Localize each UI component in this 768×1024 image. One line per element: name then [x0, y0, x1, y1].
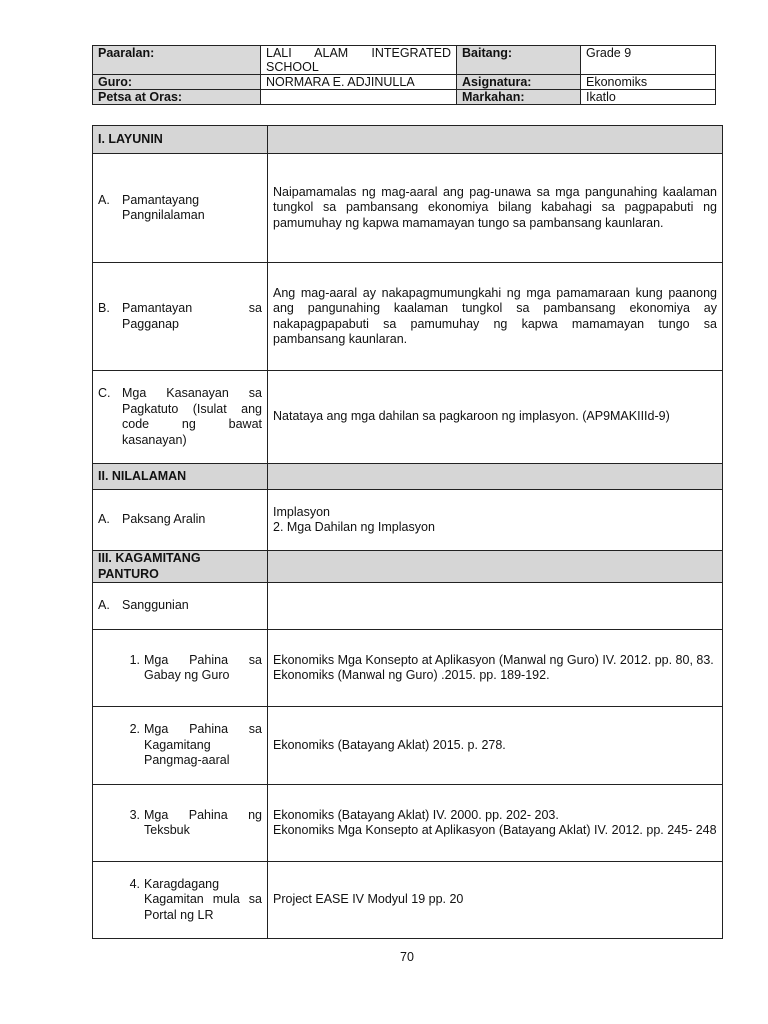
row-content: Implasyon 2. Mga Dahilan ng Implasyon — [268, 490, 723, 551]
section-title-layunin: I. LAYUNIN — [93, 126, 268, 154]
row-content: Ekonomiks (Batayang Aklat) IV. 2000. pp. 202- 203. Ekonomiks Mga Konsepto at Aplikasyon (Batayang Aklat) IV. 2012. pp. 245- 248 — [268, 785, 723, 862]
item-marker: A. — [98, 512, 110, 527]
row-label-cell — [93, 630, 268, 707]
header-row-date — [93, 90, 716, 105]
row-content: Ekonomiks (Batayang Aklat) 2015. p. 278. — [268, 707, 723, 785]
row-teksbuk — [93, 785, 723, 862]
subject-label: Asignatura: — [457, 75, 581, 90]
page-number: 70 — [400, 950, 414, 964]
item-label: Karagdagang Kagamitan mula sa Portal ng LR — [144, 876, 262, 922]
item-marker: B. — [98, 301, 110, 315]
item-marker: A. — [98, 192, 110, 207]
row-label-cell — [93, 154, 268, 263]
item-marker: 2. — [129, 722, 140, 737]
grade-value: Grade 9 — [581, 46, 716, 75]
item-label: Mga Kasanayan sa Pagkatuto (Isulat ang code ng bawat kasanayan) — [122, 386, 262, 447]
section-kagamitan-header — [93, 551, 723, 583]
row-content: Natataya ang mga dahilan sa pagkaroon ng implasyon. (AP9MAKIIId-9) — [268, 371, 723, 464]
section-title-kagamitan: III. KAGAMITANG PANTURO — [93, 551, 268, 583]
teacher-label: Guro: — [93, 75, 261, 90]
row-pamantayang-pangnilalaman — [93, 154, 723, 263]
teacher-value: NORMARA E. ADJINULLA — [261, 75, 457, 90]
row-label-cell — [93, 707, 268, 785]
row-content: Ang mag-aaral ay nakapagmumungkahi ng mga pamamaraan kung paanong ang pangunahing kaalaman tungkol sa pambansang ekonomiya ay nakapagpapabuti sa pamumuhay ng kapwa mamamayan tungo sa pambansang kaunlaran. — [268, 263, 723, 371]
school-value: LALI ALAM INTEGRATED SCHOOL — [261, 46, 457, 75]
row-portal-ng-lr — [93, 862, 723, 939]
row-content: Ekonomiks Mga Konsepto at Aplikasyon (Manwal ng Guro) IV. 2012. pp. 80, 83. Ekonomiks (Manwal ng Guro) .2015. pp. 189-192. — [268, 630, 723, 707]
header-info-table — [92, 45, 716, 105]
row-label-cell — [93, 263, 268, 371]
row-label-cell — [93, 371, 268, 464]
item-label: Sanggunian — [122, 598, 189, 613]
date-value — [261, 90, 457, 105]
section-header-blank — [268, 126, 723, 154]
quarter-label: Markahan: — [457, 90, 581, 105]
item-marker: 1. — [129, 652, 140, 667]
row-paksang-aralin — [93, 490, 723, 551]
row-sanggunian — [93, 583, 723, 630]
item-label: Paksang Aralin — [122, 512, 206, 527]
date-label: Petsa at Oras: — [93, 90, 261, 105]
section-header-blank — [268, 464, 723, 490]
section-header-blank — [268, 551, 723, 583]
item-label: Pamantayan sa Pagganap — [122, 301, 262, 331]
row-content: Project EASE IV Modyul 19 pp. 20 — [268, 862, 723, 939]
row-kagamitang-pangmag-aaral — [93, 707, 723, 785]
item-marker: A. — [98, 598, 110, 613]
section-nilalaman-header — [93, 464, 723, 490]
row-pamantayan-sa-pagganap — [93, 263, 723, 371]
row-mga-kasanayan — [93, 371, 723, 464]
row-content: Naipamamalas ng mag-aaral ang pag-unawa sa mga pangunahing kaalaman tungkol sa pambansang ekonomiya bilang kabahagi sa pagpapabuti ng pamumuhay ng kapwa mamamayan tungo sa pambansang kaunlaran. — [268, 154, 723, 263]
section-layunin-header — [93, 126, 723, 154]
section-title-nilalaman: II. NILALAMAN — [93, 464, 268, 490]
item-label: Mga Pahina sa Kagamitang Pangmag-aaral — [144, 722, 262, 768]
grade-label: Baitang: — [457, 46, 581, 75]
item-marker: C. — [98, 386, 111, 400]
item-label: Mga Pahina sa Gabay ng Guro — [144, 652, 262, 682]
item-marker: 4. — [129, 876, 140, 891]
item-label: Mga Pahina ng Teksbuk — [144, 807, 262, 837]
row-gabay-ng-guro — [93, 630, 723, 707]
lesson-plan-table — [92, 125, 723, 939]
row-label-cell — [93, 583, 268, 630]
row-content — [268, 583, 723, 630]
quarter-value: Ikatlo — [581, 90, 716, 105]
item-marker: 3. — [129, 807, 140, 822]
item-label: Pamantayang Pangnilalaman — [122, 192, 205, 222]
row-label-cell — [93, 785, 268, 862]
header-row-teacher — [93, 75, 716, 90]
school-label: Paaralan: — [93, 46, 261, 75]
header-row-school — [93, 46, 716, 75]
row-label-cell — [93, 862, 268, 939]
row-label-cell — [93, 490, 268, 551]
subject-value: Ekonomiks — [581, 75, 716, 90]
